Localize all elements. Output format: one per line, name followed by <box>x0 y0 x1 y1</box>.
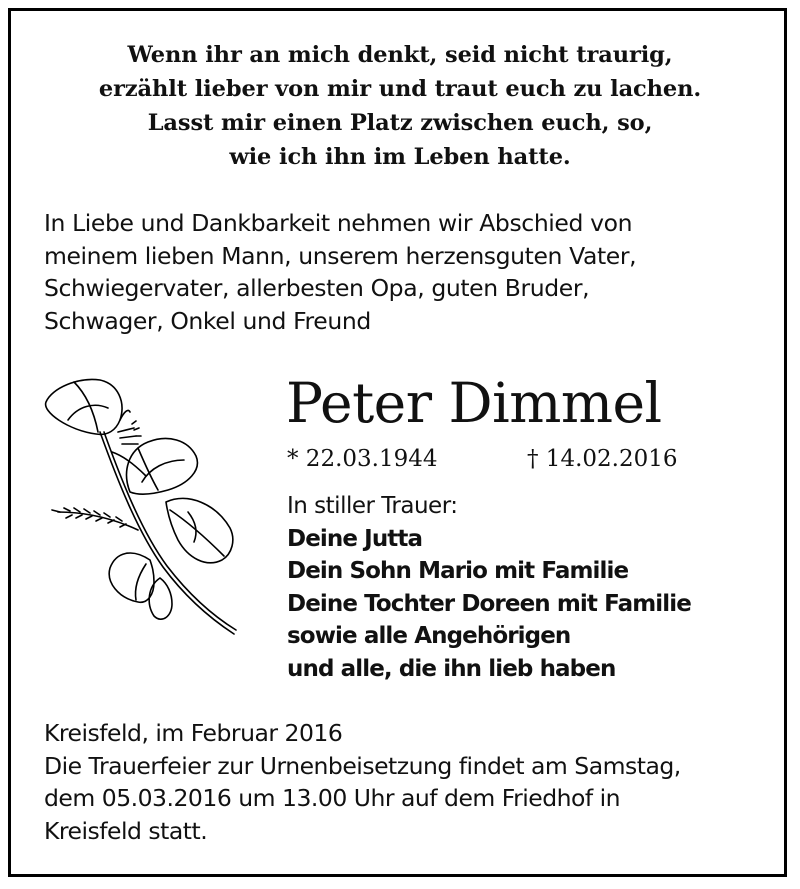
ceremony-line: dem 05.03.2016 um 13.00 Uhr auf dem Friedhof in <box>44 784 621 812</box>
farewell-intro <box>44 207 764 337</box>
ceremony-line: Kreisfeld statt. <box>44 816 208 845</box>
mourners-list <box>287 490 691 685</box>
mourner-line: Dein Sohn Mario mit Familie <box>287 558 629 584</box>
mourner-line: Deine Tochter Doreen mit Familie <box>287 590 691 617</box>
mourner-line: sowie alle Angehörigen <box>287 623 571 649</box>
intro-line: In Liebe und Dankbarkeit nehmen wir Abschied von <box>44 209 633 237</box>
intro-line: meinem lieben Mann, unserem herzensguten Vater, <box>44 241 637 270</box>
death-date: † 14.02.2016 <box>527 446 678 472</box>
poem-line: erzählt lieber von mir und traut euch zu lachen. <box>98 76 702 102</box>
calla-lily-flower-icon <box>38 372 238 642</box>
poem-line: wie ich ihn im Leben hatte. <box>229 144 571 170</box>
mourners-heading: In stiller Trauer: <box>287 493 458 519</box>
place-date-line: Kreisfeld, im Februar 2016 <box>44 719 343 747</box>
funeral-details <box>44 717 764 847</box>
intro-line: Schwiegervater, allerbesten Opa, guten Bruder, <box>44 274 590 302</box>
birth-date: * 22.03.1944 <box>287 446 438 472</box>
deceased-name: Peter Dimmel <box>286 371 662 435</box>
mourner-line: Deine Jutta <box>287 525 423 552</box>
poem-line: Lasst mir einen Platz zwischen euch, so, <box>147 110 653 136</box>
intro-line: Schwager, Onkel und Freund <box>44 306 371 335</box>
memorial-poem <box>0 38 800 174</box>
poem-line: Wenn ihr an mich denkt, seid nicht traurig, <box>127 42 673 68</box>
ceremony-line: Die Trauerfeier zur Urnenbeisetzung findet am Samstag, <box>44 751 681 780</box>
mourner-line: und alle, die ihn lieb haben <box>287 655 616 682</box>
